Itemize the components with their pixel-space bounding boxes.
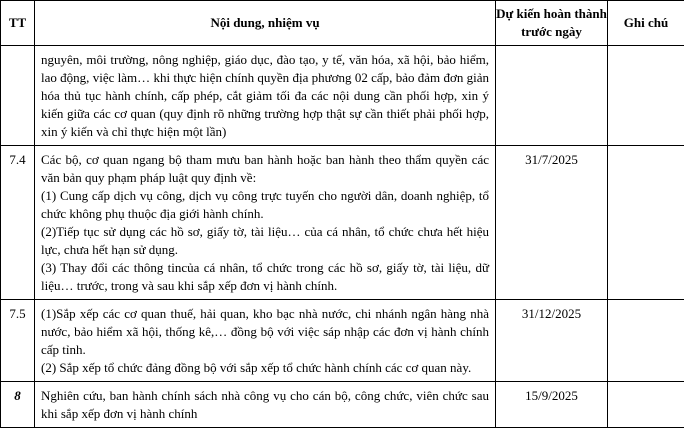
row-content — [35, 300, 496, 382]
row-note — [608, 146, 684, 300]
row-tt: 8 — [1, 382, 35, 428]
row-paragraph: nguyên, môi trường, nông nghiệp, giáo dục, đào tạo, y tế, văn hóa, xã hội, bảo hiểm, lao động, việc làm… khi thực hiện chính quyền địa phương 02 cấp, bảo đảm đơn giản hóa thủ tục hành chính, cấp phép, cắt giảm tối đa các nội dung cần phối hợp, xin ý kiến giữa các cơ quan (quy định rõ những trường hợp thật sự cần thiết phải phối hợp, xin ý kiến và chỉ thực hiện một lần) — [41, 51, 489, 141]
table-row — [1, 300, 684, 382]
row-paragraph: (2) Sắp xếp tổ chức đảng đồng bộ với sắp xếp tổ chức hành chính các cơ quan này. — [41, 359, 489, 377]
row-paragraph: Các bộ, cơ quan ngang bộ tham mưu ban hành hoặc ban hành theo thẩm quyền các văn bản quy phạm pháp luật quy định về: — [41, 151, 489, 187]
row-content — [35, 146, 496, 300]
row-paragraph: (1)Sắp xếp các cơ quan thuế, hải quan, kho bạc nhà nước, chi nhánh ngân hàng nhà nước, bảo hiểm xã hội, thống kê,… đồng bộ với việc sáp nhập các đơn vị hành chính cấp tỉnh. — [41, 305, 489, 359]
row-deadline: 31/12/2025 — [496, 300, 608, 382]
header-content: Nội dung, nhiệm vụ — [35, 1, 496, 46]
row-deadline — [496, 46, 608, 146]
table-row — [1, 146, 684, 300]
row-content — [35, 382, 496, 428]
row-deadline: 31/7/2025 — [496, 146, 608, 300]
row-paragraph: (1) Cung cấp dịch vụ công, dịch vụ công trực tuyến cho người dân, doanh nghiệp, tổ chức không phụ thuộc địa giới hành chính. — [41, 187, 489, 223]
row-deadline: 15/9/2025 — [496, 382, 608, 428]
row-note — [608, 46, 684, 146]
table-row — [1, 46, 684, 146]
row-paragraph: Nghiên cứu, ban hành chính sách nhà công vụ cho cán bộ, công chức, viên chức sau khi sắp xếp đơn vị hành chính — [41, 387, 489, 423]
table-row — [1, 382, 684, 428]
row-paragraph: (2)Tiếp tục sử dụng các hồ sơ, giấy tờ, tài liệu… của cá nhân, tổ chức chưa hết hiệu lực, chưa hết hạn sử dụng. — [41, 223, 489, 259]
row-note — [608, 382, 684, 428]
header-deadline — [496, 1, 608, 46]
row-tt — [1, 46, 35, 146]
row-note — [608, 300, 684, 382]
row-paragraph: (3) Thay đổi các thông tincủa cá nhân, tổ chức trong các hồ sơ, giấy tờ, tài liệu, dữ liệu… trước, trong và sau khi sắp xếp đơn vị hành chính. — [41, 259, 489, 295]
row-tt: 7.5 — [1, 300, 35, 382]
row-tt: 7.4 — [1, 146, 35, 300]
header-deadline-line1: Dự kiến hoàn thành — [496, 6, 607, 21]
header-deadline-line2: trước ngày — [521, 24, 582, 39]
header-note: Ghi chú — [608, 1, 684, 46]
row-content — [35, 46, 496, 146]
header-row — [1, 1, 684, 46]
header-tt: TT — [1, 1, 35, 46]
